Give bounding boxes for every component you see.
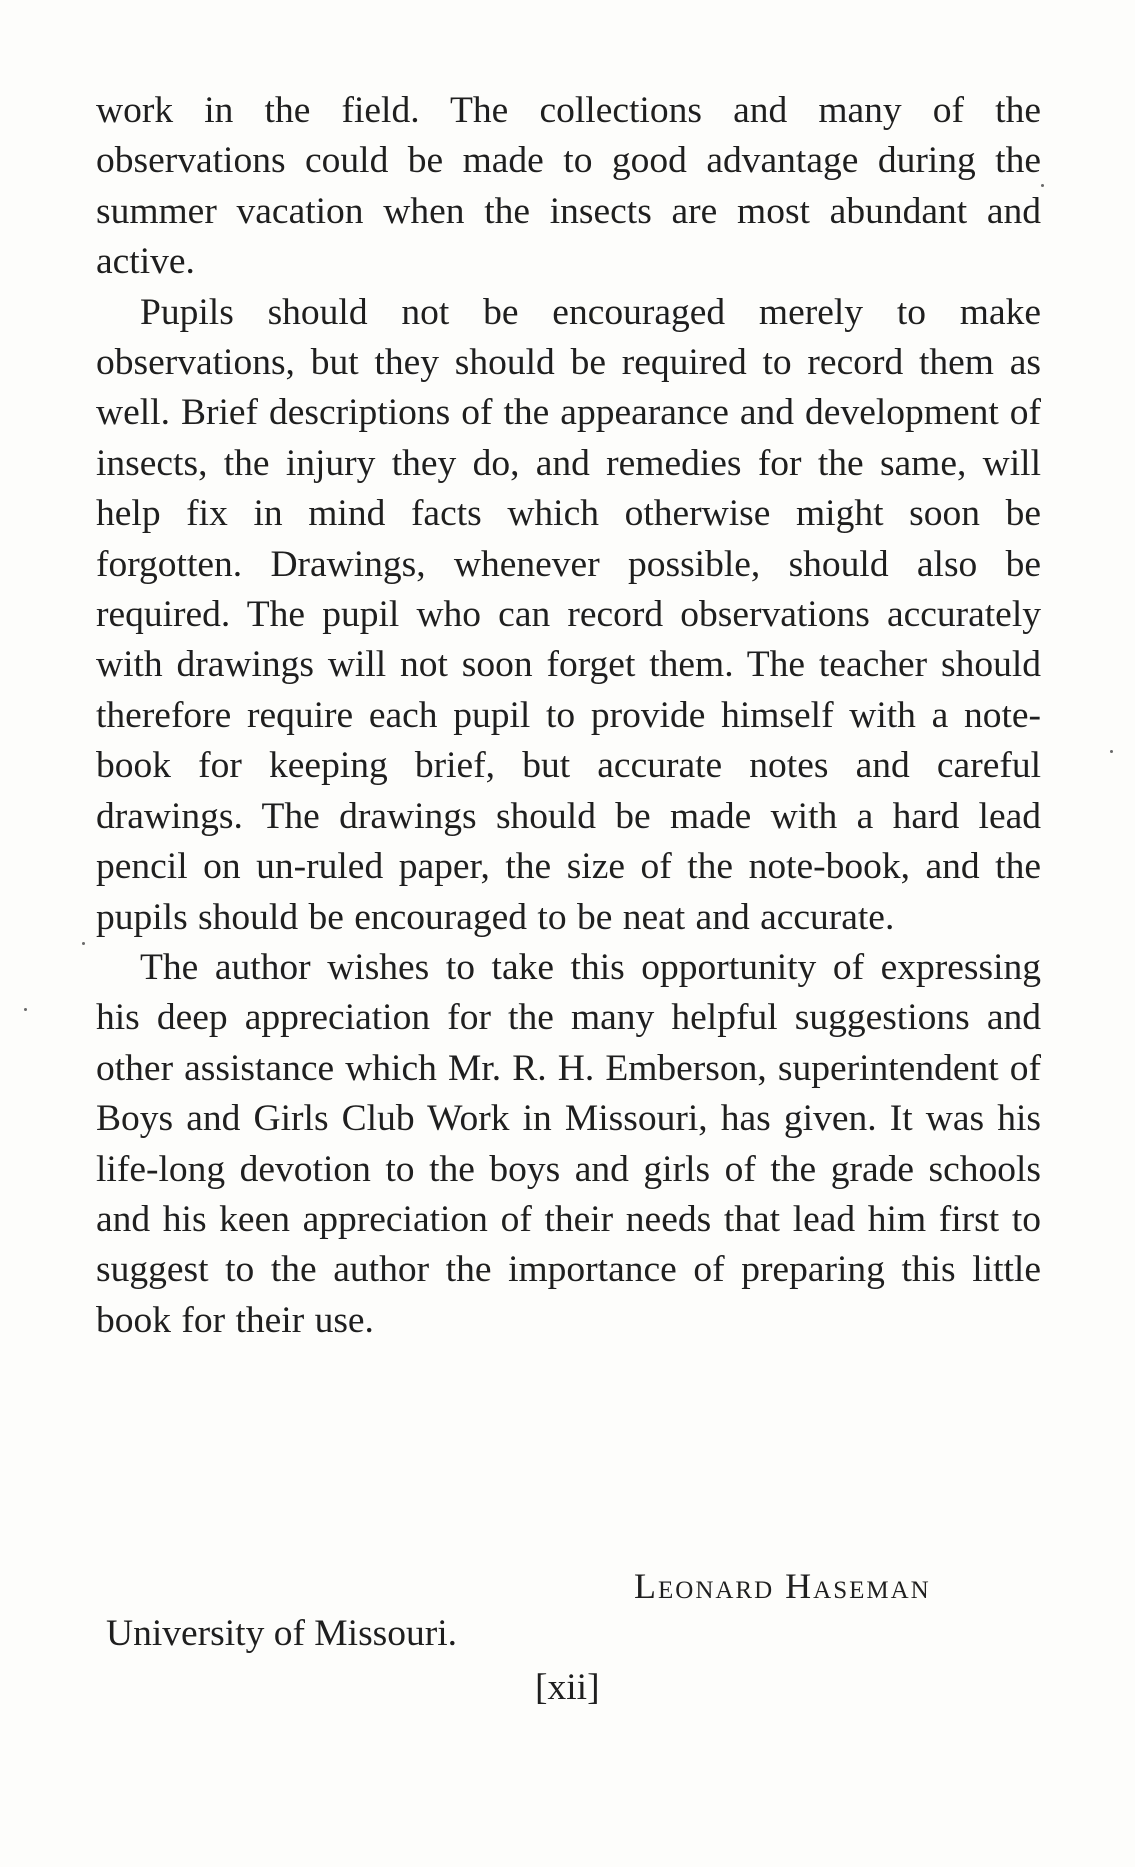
page-number: [xii] — [535, 1667, 600, 1708]
paper-speck — [1110, 750, 1113, 753]
paper-speck — [1041, 184, 1044, 187]
paper-speck — [24, 1008, 27, 1011]
paragraph-continuation: work in the field. The collections and many of the observations could be made to good advantage during the summer vacation when the insects are most abundant and active. — [96, 90, 1041, 283]
author-signature: Leonard Haseman — [634, 1566, 931, 1606]
author-affiliation: University of Missouri. — [106, 1613, 458, 1654]
paragraph-acknowledgement: The author wishes to take this opportunity of expressing his deep appreciation for the many helpful suggestions and other assistance which Mr. R. H. Emberson, superintendent of Boys and Girls Club Work in Missouri, has given. It was his life-long devotion to the boys and girls of the grade schools and his keen appreciation of their needs that lead him first to suggest to the author the importance of preparing this little book for their use. — [96, 946, 1041, 1341]
page-body — [96, 86, 1041, 1346]
paragraph-observations: Pupils should not be encouraged merely to make observations, but they should be required to record them as well. Brief descriptions of the appearance and development of insects, the injury they do, and remedies for the same, will help fix in mind facts which otherwise might soon be forgotten. Drawings, whenever possible, should also be required. The pupil who can record observations accurately with drawings will not soon forget them. The teacher should therefore require each pupil to provide himself with a note-book for keeping brief, but accurate notes and careful drawings. The drawings should be made with a hard lead pencil on un-ruled paper, the size of the note-book, and the pupils should be encouraged to be neat and accurate. — [96, 291, 1041, 938]
paper-speck — [82, 942, 85, 945]
